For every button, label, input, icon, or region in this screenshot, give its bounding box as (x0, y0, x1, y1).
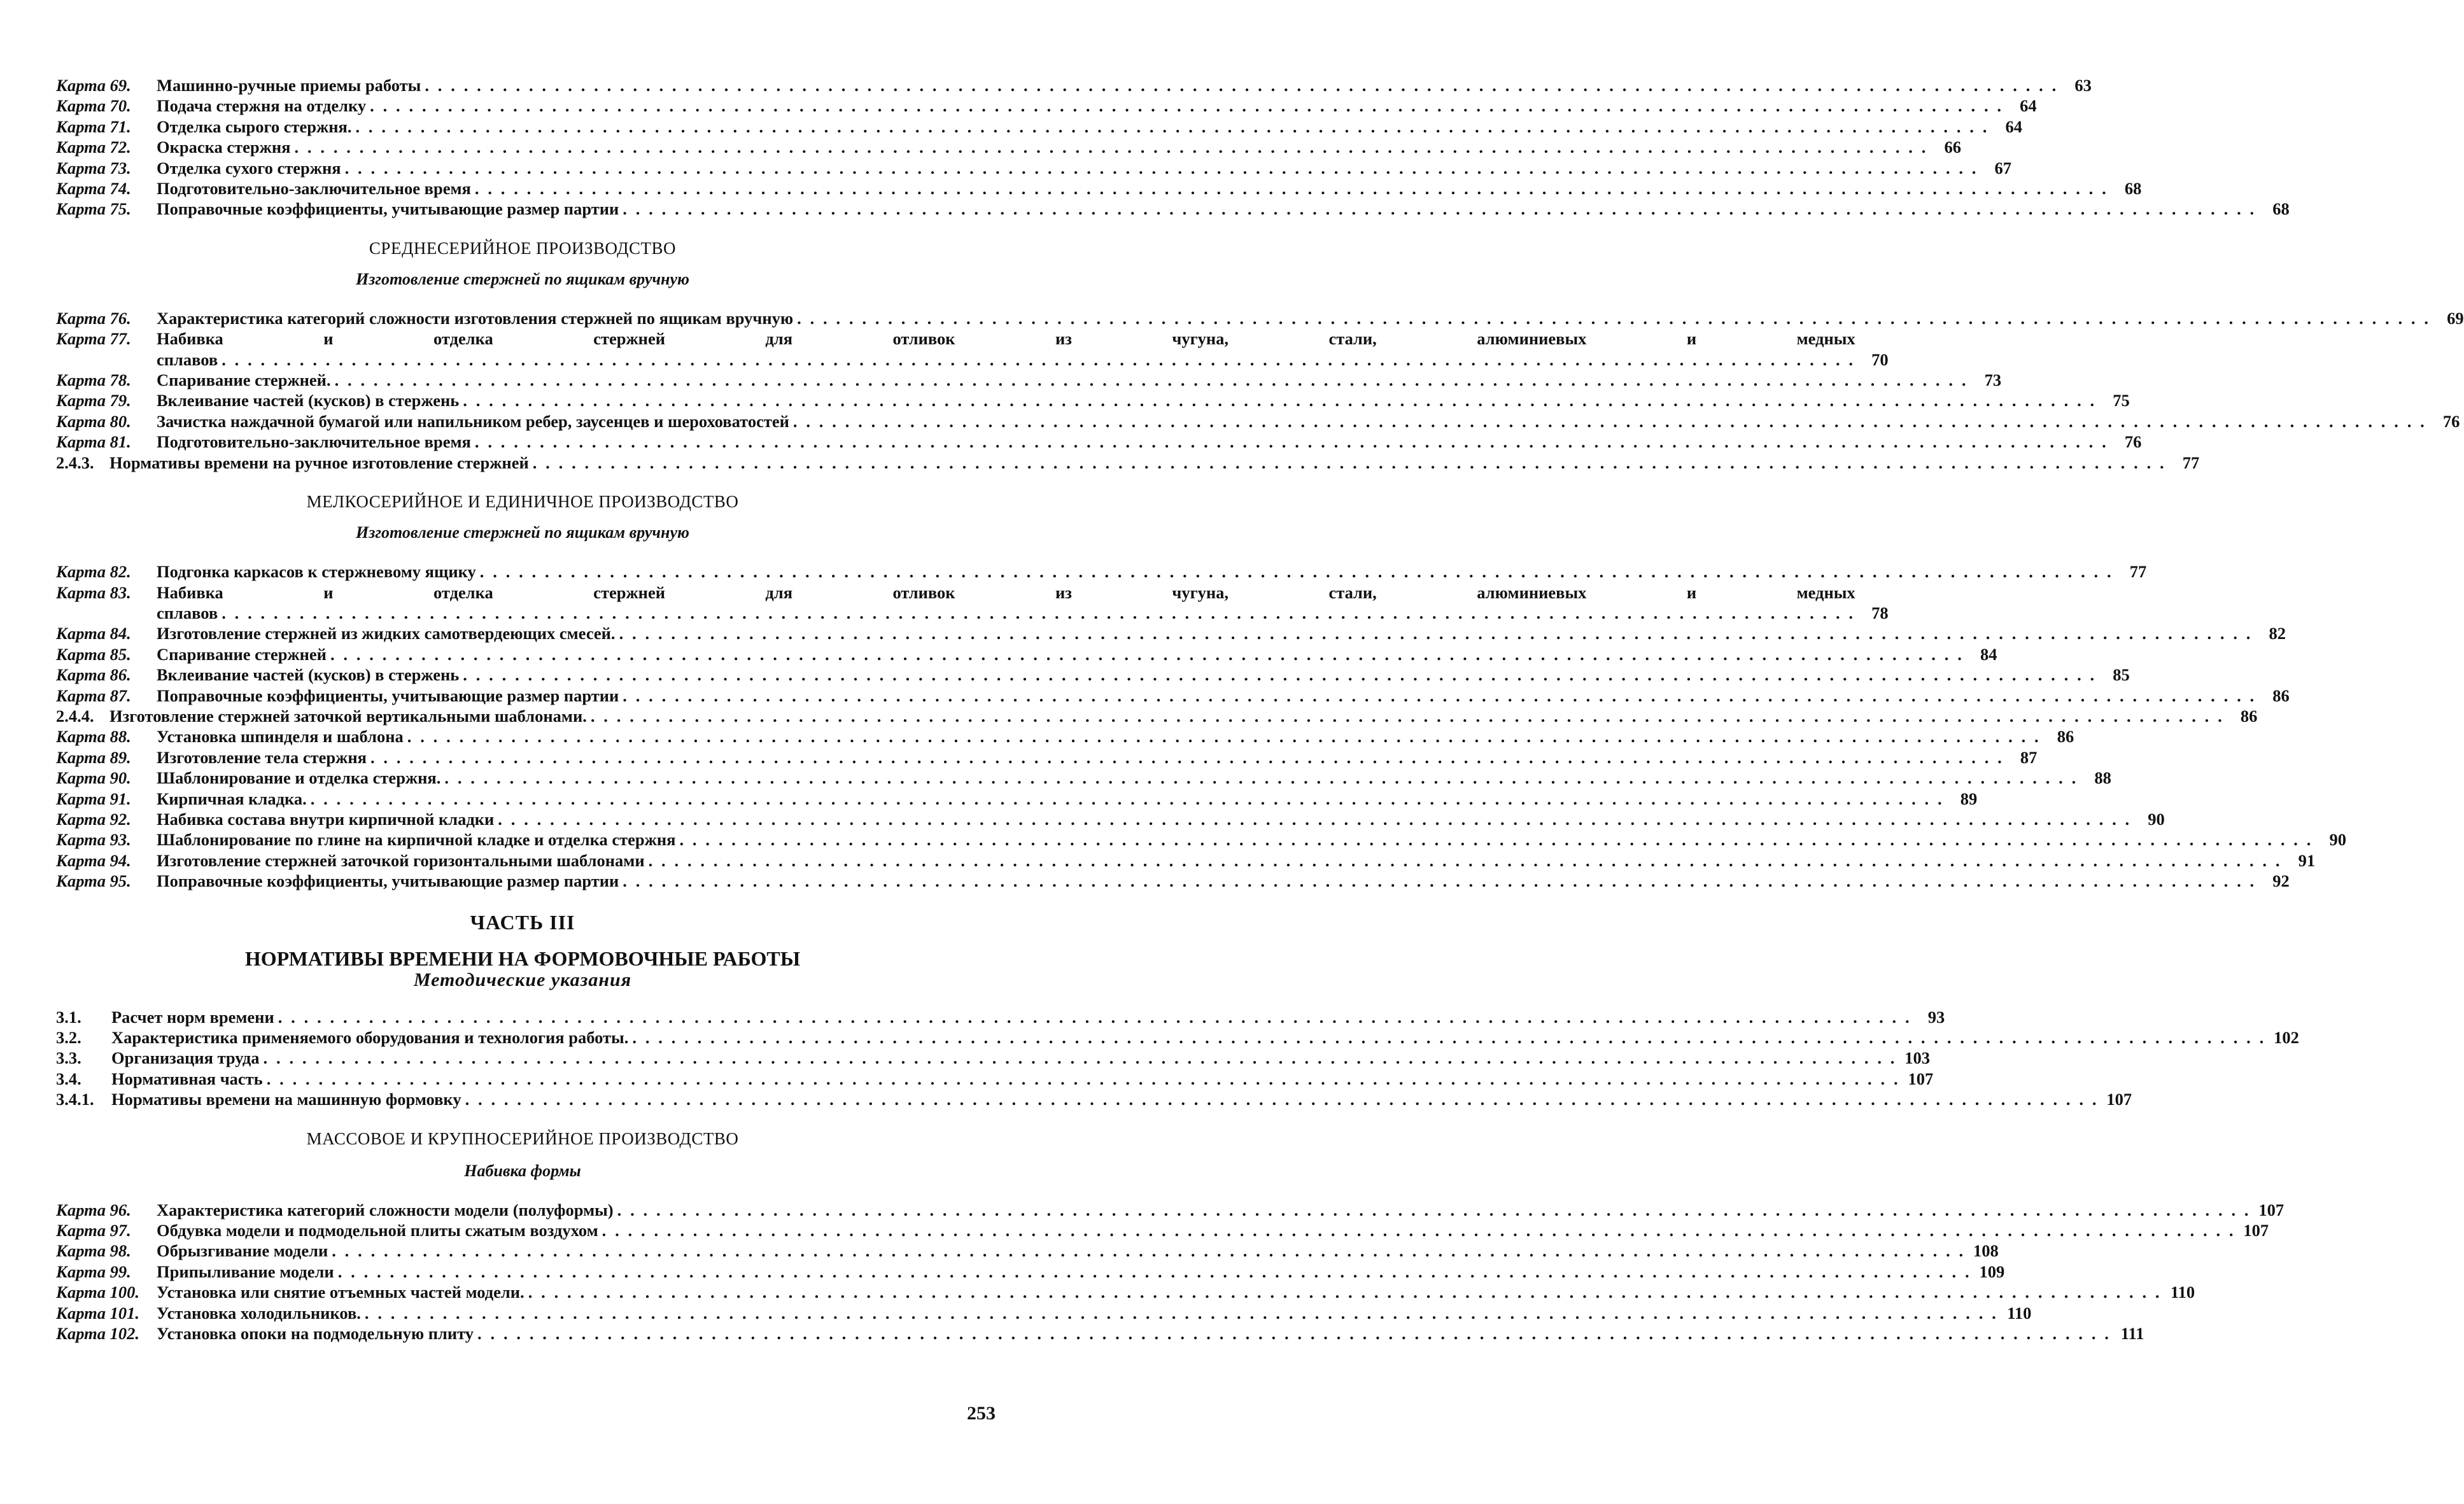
entry-title: Характеристика применяемого оборудования и технология работы. (111, 1028, 629, 1047)
entry-page: 77 (2182, 453, 2200, 472)
entry-label: Карта 100. (56, 1283, 139, 1302)
entry-label: Карта 91. (56, 789, 131, 808)
entry-label: Карта 78. (56, 370, 131, 390)
toc-group-5 (56, 1200, 2284, 1344)
entry-title: Отделка сырого стержня. (157, 116, 352, 136)
entry-page: 76 (2124, 432, 2142, 452)
toc-entry (56, 726, 2074, 747)
toc-entry (56, 582, 1889, 624)
entry-title: Расчет норм времени (111, 1007, 274, 1027)
toc-entry (56, 1200, 2284, 1220)
entry-label: Карта 73. (56, 158, 131, 178)
entry-title: сплавов (157, 349, 218, 369)
leader-dots (332, 1240, 1965, 1261)
leader-dots (533, 453, 2166, 473)
toc-entry (56, 95, 2037, 116)
entry-label: Карта 93. (56, 830, 131, 850)
toc-entry (56, 809, 2165, 829)
entry-page: 102 (2274, 1028, 2299, 1047)
leader-dots (345, 158, 1978, 178)
entry-title: Подача стержня на отделку (157, 96, 367, 116)
entry-page: 67 (1994, 158, 2012, 178)
toc-entry (56, 453, 2200, 473)
entry-page: 110 (2007, 1303, 2032, 1323)
entry-page: 109 (1979, 1262, 2005, 1281)
leader-dots (365, 1303, 1998, 1323)
toc-entry (56, 829, 2346, 850)
leader-dots (602, 1220, 2235, 1240)
entry-page: 68 (2272, 199, 2290, 219)
entry-label: Карта 86. (56, 665, 131, 685)
entry-page: 64 (2005, 116, 2022, 136)
toc-entry (56, 199, 2290, 219)
entry-title: Изготовление стержней из жидких самотвердеющих смесей. (157, 624, 616, 643)
leader-dots (477, 1323, 2111, 1344)
entry-label: Карта 98. (56, 1241, 131, 1261)
entry-title: Подготовительно-заключительное время (157, 432, 471, 452)
entry-title: Подгонка каркасов к стержневому ящику (157, 562, 476, 582)
leader-dots (463, 664, 2096, 685)
entry-title: Характеристика категорий сложности модели (полуформы) (157, 1200, 614, 1219)
entry-page: 89 (1960, 789, 1978, 808)
toc-entry (56, 1323, 2144, 1344)
toc-entry (56, 685, 2290, 706)
entry-title-block (157, 582, 1889, 624)
entry-page: 86 (2272, 685, 2290, 705)
leader-dots (222, 349, 1855, 370)
part-subtitle: Методические указания (413, 969, 632, 990)
toc-entry (56, 75, 2092, 95)
toc-entry (56, 411, 2460, 432)
entry-page: 107 (2243, 1221, 2269, 1240)
leader-dots (370, 747, 2004, 768)
entry-title: Нормативная часть (111, 1069, 263, 1088)
toc-entry (56, 1027, 2299, 1048)
entry-label: Карта 92. (56, 809, 131, 829)
toc-entry (56, 706, 2258, 726)
toc-entry (56, 768, 2111, 788)
toc-entry (56, 1282, 2195, 1302)
entry-title: Набивка состава внутри кирпичной кладки (157, 809, 495, 829)
leader-dots (623, 199, 2256, 219)
entry-page: 73 (1984, 370, 2002, 390)
entry-page: 111 (2120, 1324, 2144, 1344)
entry-title: Изготовление стержней заточкой вертикальными шаблонами. (109, 706, 587, 726)
section-subheading: Изготовление стержней по ящикам вручную (355, 523, 689, 542)
entry-label: 3.3. (56, 1048, 81, 1068)
entry-title: Организация труда (111, 1048, 260, 1068)
entry-title: Поправочные коэффициенты, учитывающие размер партии (157, 871, 619, 891)
entry-page: 86 (2057, 727, 2074, 747)
leader-dots (498, 809, 2131, 829)
entry-page: 108 (1973, 1241, 1999, 1261)
entry-label: Карта 80. (56, 411, 131, 431)
entry-title: Нормативы времени на машинную формовку (111, 1090, 461, 1109)
entry-page: 107 (2258, 1200, 2284, 1219)
entry-label: Карта 85. (56, 644, 131, 664)
leader-dots (649, 850, 2282, 871)
entry-page: 87 (2020, 747, 2038, 767)
page-number: 253 (967, 1403, 996, 1424)
leader-dots (797, 308, 2430, 328)
entry-label: Карта 89. (56, 747, 131, 767)
leader-dots (679, 829, 2313, 850)
leader-dots (591, 706, 2224, 726)
entry-title: Установка опоки на подмодельную плиту (157, 1324, 474, 1344)
entry-title: Подготовительно-заключительное время (157, 179, 471, 199)
toc-entry (56, 747, 2038, 768)
leader-dots (528, 1282, 2162, 1302)
section-heading: МЕЛКОСЕРИЙНОЕ И ЕДИНИЧНОЕ ПРОИЗВОДСТВО (306, 492, 739, 512)
entry-label: Карта 77. (56, 329, 131, 349)
entry-label: Карта 82. (56, 562, 131, 582)
leader-dots (444, 768, 2078, 788)
entry-title: Установка или снятие отъемных частей модели. (157, 1283, 524, 1302)
entry-label: Карта 95. (56, 871, 131, 891)
section-heading: МАССОВОЕ И КРУПНОСЕРИЙНОЕ ПРОИЗВОДСТВО (306, 1128, 739, 1148)
entry-page: 92 (2272, 871, 2290, 891)
entry-page: 107 (2106, 1090, 2132, 1109)
entry-label: Карта 94. (56, 850, 131, 870)
entry-label: Карта 79. (56, 391, 131, 411)
toc-group-2 (56, 308, 2464, 473)
leader-dots (330, 644, 1964, 664)
entry-page: 66 (1944, 137, 1961, 157)
leader-dots (222, 603, 1855, 623)
entry-label: 3.2. (56, 1028, 81, 1047)
section-heading: СРЕДНЕСЕРИЙНОЕ ПРОИЗВОДСТВО (369, 238, 677, 258)
entry-page: 93 (1927, 1007, 1945, 1027)
entry-page: 90 (2329, 830, 2346, 850)
entry-page: 107 (1908, 1069, 1934, 1088)
entry-title: Обдувка модели и подмодельной плиты сжатым воздухом (157, 1221, 598, 1240)
entry-title: Спаривание стержней (157, 644, 327, 664)
entry-title-line (157, 603, 1889, 623)
entry-page: 103 (1904, 1048, 1931, 1068)
entry-title: Окраска стержня (157, 137, 291, 157)
entry-page: 90 (2148, 809, 2165, 829)
leader-dots (335, 370, 1968, 390)
section-subheading: Набивка формы (464, 1161, 581, 1180)
toc-entry (56, 1089, 2132, 1109)
toc-entry (56, 390, 2130, 411)
entry-title: Поправочные коэффициенты, учитывающие размер партии (157, 199, 619, 219)
entry-title: Вклеивание частей (кусков) в стержень (157, 391, 460, 411)
entry-title: Припыливание модели (157, 1262, 334, 1281)
entry-title: Шаблонирование по глине на кирпичной кладке и отделка стержня (157, 830, 676, 850)
entry-title: Вклеивание частей (кусков) в стержень (157, 665, 460, 685)
leader-dots (475, 178, 2108, 199)
toc-entry (56, 1007, 1945, 1027)
entry-page: 84 (1980, 644, 1997, 664)
entry-title-block (157, 328, 1889, 370)
entry-label: Карта 76. (56, 308, 131, 328)
entry-title-line: Набивка и отделка стержней для отливок из чугуна, стали, алюминиевых и медных (157, 329, 1855, 349)
entry-label: Карта 72. (56, 137, 131, 157)
toc-entry (56, 1069, 1934, 1089)
entry-title: Поправочные коэффициенты, учитывающие размер партии (157, 685, 619, 705)
entry-page: 64 (2020, 96, 2037, 116)
leader-dots (480, 561, 2113, 582)
entry-label: Карта 97. (56, 1221, 131, 1240)
entry-page: 78 (1871, 603, 1889, 622)
leader-dots (355, 116, 1989, 137)
leader-dots (278, 1007, 1911, 1027)
entry-label: Карта 71. (56, 116, 131, 136)
leader-dots (264, 1048, 1897, 1068)
leader-dots (623, 871, 2256, 891)
entry-title: Установка шпинделя и шаблона (157, 727, 404, 747)
toc-entry (56, 1220, 2269, 1240)
entry-page: 91 (2298, 850, 2316, 870)
toc-entry (56, 370, 2002, 390)
leader-dots (425, 75, 2058, 95)
leader-dots (338, 1262, 1971, 1282)
entry-title: Спаривание стержней. (157, 370, 331, 390)
toc-entry (56, 1262, 2005, 1282)
entry-page: 76 (2442, 411, 2460, 431)
leader-dots (370, 95, 2003, 116)
entry-page: 68 (2124, 179, 2142, 199)
toc-entry (56, 664, 2130, 685)
leader-dots (311, 789, 1944, 809)
toc-entry (56, 137, 1961, 157)
toc-entry (56, 1240, 1999, 1261)
entry-title-line: Набивка и отделка стержней для отливок из чугуна, стали, алюминиевых и медных (157, 582, 1855, 602)
toc-group-1 (56, 75, 2290, 220)
entry-label: 3.4.1. (56, 1090, 94, 1109)
entry-label: Карта 87. (56, 685, 131, 705)
toc-group-3 (56, 561, 2346, 892)
entry-title: Обрызгивание модели (157, 1241, 328, 1261)
entry-label: 2.4.4. (56, 706, 94, 726)
toc-entry (56, 1048, 1931, 1068)
leader-dots (617, 1200, 2251, 1220)
entry-title: Установка холодильников. (157, 1303, 361, 1323)
entry-label: Карта 69. (56, 76, 131, 95)
leader-dots (623, 685, 2256, 706)
entry-label: Карта 99. (56, 1262, 131, 1281)
entry-label: 3.4. (56, 1069, 81, 1088)
entry-label: Карта 96. (56, 1200, 131, 1219)
entry-page: 88 (2094, 768, 2111, 788)
toc-entry (56, 871, 2290, 891)
entry-label: 2.4.3. (56, 453, 94, 472)
part-number: ЧАСТЬ III (470, 910, 575, 934)
leader-dots (294, 137, 1927, 157)
entry-label: 3.1. (56, 1007, 81, 1027)
entry-title: Нормативы времени на ручное изготовление стержней (109, 453, 529, 472)
toc-entry (56, 178, 2142, 199)
entry-title-line (157, 349, 1889, 370)
toc-entry (56, 328, 1889, 370)
toc-entry (56, 308, 2464, 328)
leader-dots (465, 1089, 2099, 1109)
entry-label: Карта 101. (56, 1303, 139, 1323)
entry-page: 69 (2447, 308, 2464, 328)
entry-label: Карта 102. (56, 1324, 139, 1344)
entry-title: Зачистка наждачной бумагой или напильником ребер, заусенцев и шероховатостей (157, 411, 789, 431)
toc-entry (56, 1303, 2032, 1323)
toc-entry (56, 644, 1997, 664)
entry-label: Карта 81. (56, 432, 131, 452)
entry-page: 82 (2269, 624, 2286, 643)
entry-label: Карта 88. (56, 727, 131, 747)
entry-title: Кирпичная кладка. (157, 789, 307, 808)
toc-entry (56, 116, 2022, 137)
toc-entry (56, 561, 2147, 582)
toc-entry (56, 623, 2286, 643)
leader-dots (619, 623, 2253, 643)
entry-title: Шаблонирование и отделка стержня. (157, 768, 441, 788)
entry-label: Карта 90. (56, 768, 131, 788)
leader-dots (475, 432, 2108, 452)
entry-page: 70 (1871, 349, 1889, 369)
toc-entry (56, 850, 2316, 871)
entry-label: Карта 74. (56, 179, 131, 199)
entry-page: 86 (2240, 706, 2258, 726)
entry-label: Карта 83. (56, 582, 131, 602)
toc-entry (56, 789, 1978, 809)
part-title: НОРМАТИВЫ ВРЕМЕНИ НА ФОРМОВОЧНЫЕ РАБОТЫ (244, 946, 801, 970)
entry-page: 75 (2113, 391, 2130, 411)
entry-page: 110 (2170, 1283, 2195, 1302)
toc-entry (56, 158, 2012, 178)
leader-dots (632, 1027, 2265, 1048)
entry-page: 77 (2129, 562, 2147, 582)
leader-dots (267, 1069, 1900, 1089)
entry-title: сплавов (157, 603, 218, 622)
entry-label: Карта 84. (56, 624, 131, 643)
entry-title: Изготовление стержней заточкой горизонтальными шаблонами (157, 850, 645, 870)
entry-title: Характеристика категорий сложности изготовления стержней по ящикам вручную (157, 308, 794, 328)
entry-title: Отделка сухого стержня (157, 158, 341, 178)
toc-group-4 (56, 1007, 2299, 1110)
entry-page: 85 (2113, 665, 2130, 685)
entry-page: 63 (2074, 76, 2092, 95)
leader-dots (463, 390, 2096, 411)
entry-label: Карта 70. (56, 96, 131, 116)
entry-label: Карта 75. (56, 199, 131, 219)
section-subheading: Изготовление стержней по ящикам вручную (355, 269, 689, 288)
entry-title: Изготовление тела стержня (157, 747, 367, 767)
toc-entry (56, 432, 2142, 452)
leader-dots (407, 726, 2041, 747)
leader-dots (793, 411, 2426, 432)
entry-title: Машинно-ручные приемы работы (157, 76, 421, 95)
